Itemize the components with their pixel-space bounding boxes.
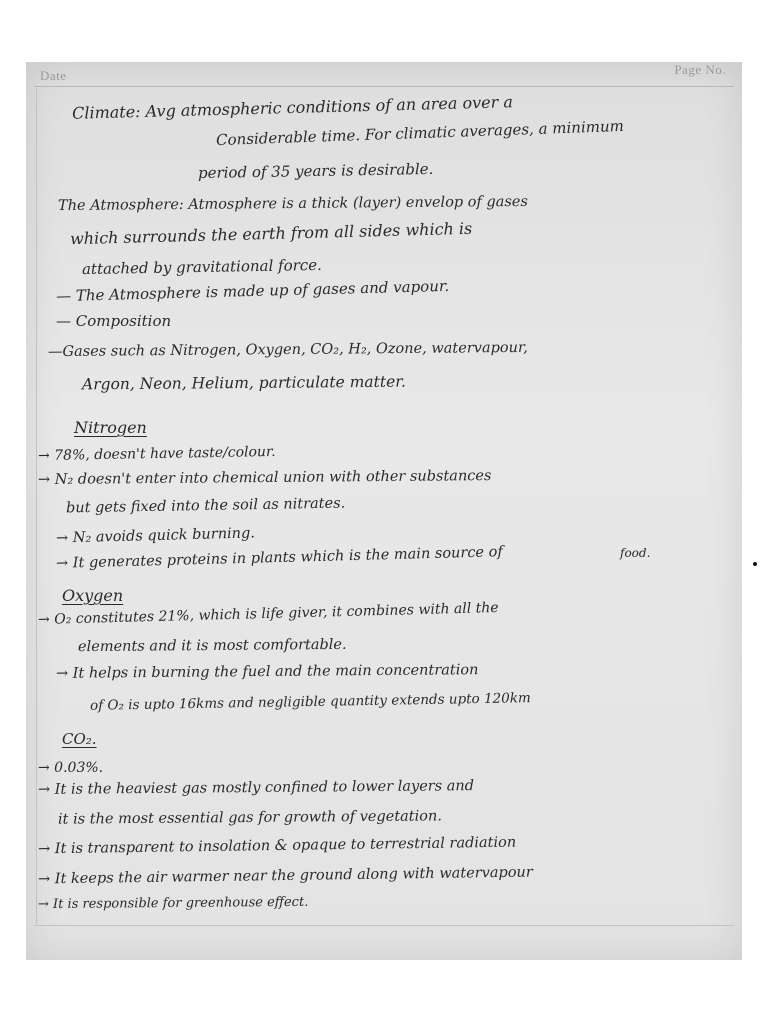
composition-gases-line-1: —Gases such as Nitrogen, Oxygen, CO₂, H₂, Ozone, watervapour, [47,339,528,361]
ink-dot [753,562,757,566]
climate-definition-line-2: Considerable time. For climatic averages, a minimum [215,116,625,150]
oxygen-point-1-line-1: → O₂ constitutes 21%, which is life giver, it combines with all the [37,599,499,629]
climate-definition-line-3: period of 35 years is desirable. [197,159,434,183]
co2-point-2-line-1: → It is the heaviest gas mostly confined to lower layers and [37,778,475,798]
margin-rule [36,88,37,924]
notebook-page [26,62,742,960]
header-rule [34,86,734,87]
co2-point-3: → It is transparent to insolation & opaque to terrestrial radiation [37,834,517,858]
co2-point-4: → It keeps the air warmer near the ground along with watervapour [37,864,533,888]
nitrogen-point-2-line-2: but gets fixed into the soil as nitrates. [65,495,346,517]
nitrogen-point-1: → 78%, doesn't have taste/colour. [37,443,276,465]
co2-point-2-line-2: it is the most essential gas for growth of vegetation. [57,808,442,828]
climate-definition-line-1: Climate: Avg atmospheric conditions of an area over a [71,92,514,123]
nitrogen-heading: Nitrogen [74,418,147,437]
co2-point-1: → 0.03%. [38,760,104,776]
atmosphere-definition-line-1: The Atmosphere: Atmosphere is a thick (layer) envelop of gases [57,193,528,215]
oxygen-heading: Oxygen [62,586,124,605]
oxygen-point-2-line-2: of O₂ is upto 16kms and negligible quantity extends upto 120km [89,690,531,714]
atmosphere-definition-line-3: attached by gravitational force. [81,255,323,279]
co2-point-5: → It is responsible for greenhouse effect. [37,894,309,913]
bottom-rule [34,925,734,926]
composition-gases-line-2: Argon, Neon, Helium, particulate matter. [81,372,406,394]
co2-heading: CO₂. [62,730,97,748]
nitrogen-point-2-line-1: → N₂ doesn't enter into chemical union with other substances [37,468,492,488]
atmosphere-definition-line-2: which surrounds the earth from all sides which is [69,218,473,249]
date-label: Date [40,68,67,83]
composition-heading: — Composition [56,312,172,330]
oxygen-point-1-line-2: elements and it is most comfortable. [77,636,347,656]
page-number-label: Page No. [674,62,726,77]
atmosphere-gases-line: — The Atmosphere is made up of gases and vapour. [55,276,450,306]
nitrogen-point-4-line-1: → It generates proteins in plants which is the main source of [55,544,503,572]
oxygen-point-2-line-1: → It helps in burning the fuel and the main concentration [55,662,479,682]
nitrogen-point-3: → N₂ avoids quick burning. [55,525,256,547]
nitrogen-point-4-line-2: food. [620,546,651,560]
